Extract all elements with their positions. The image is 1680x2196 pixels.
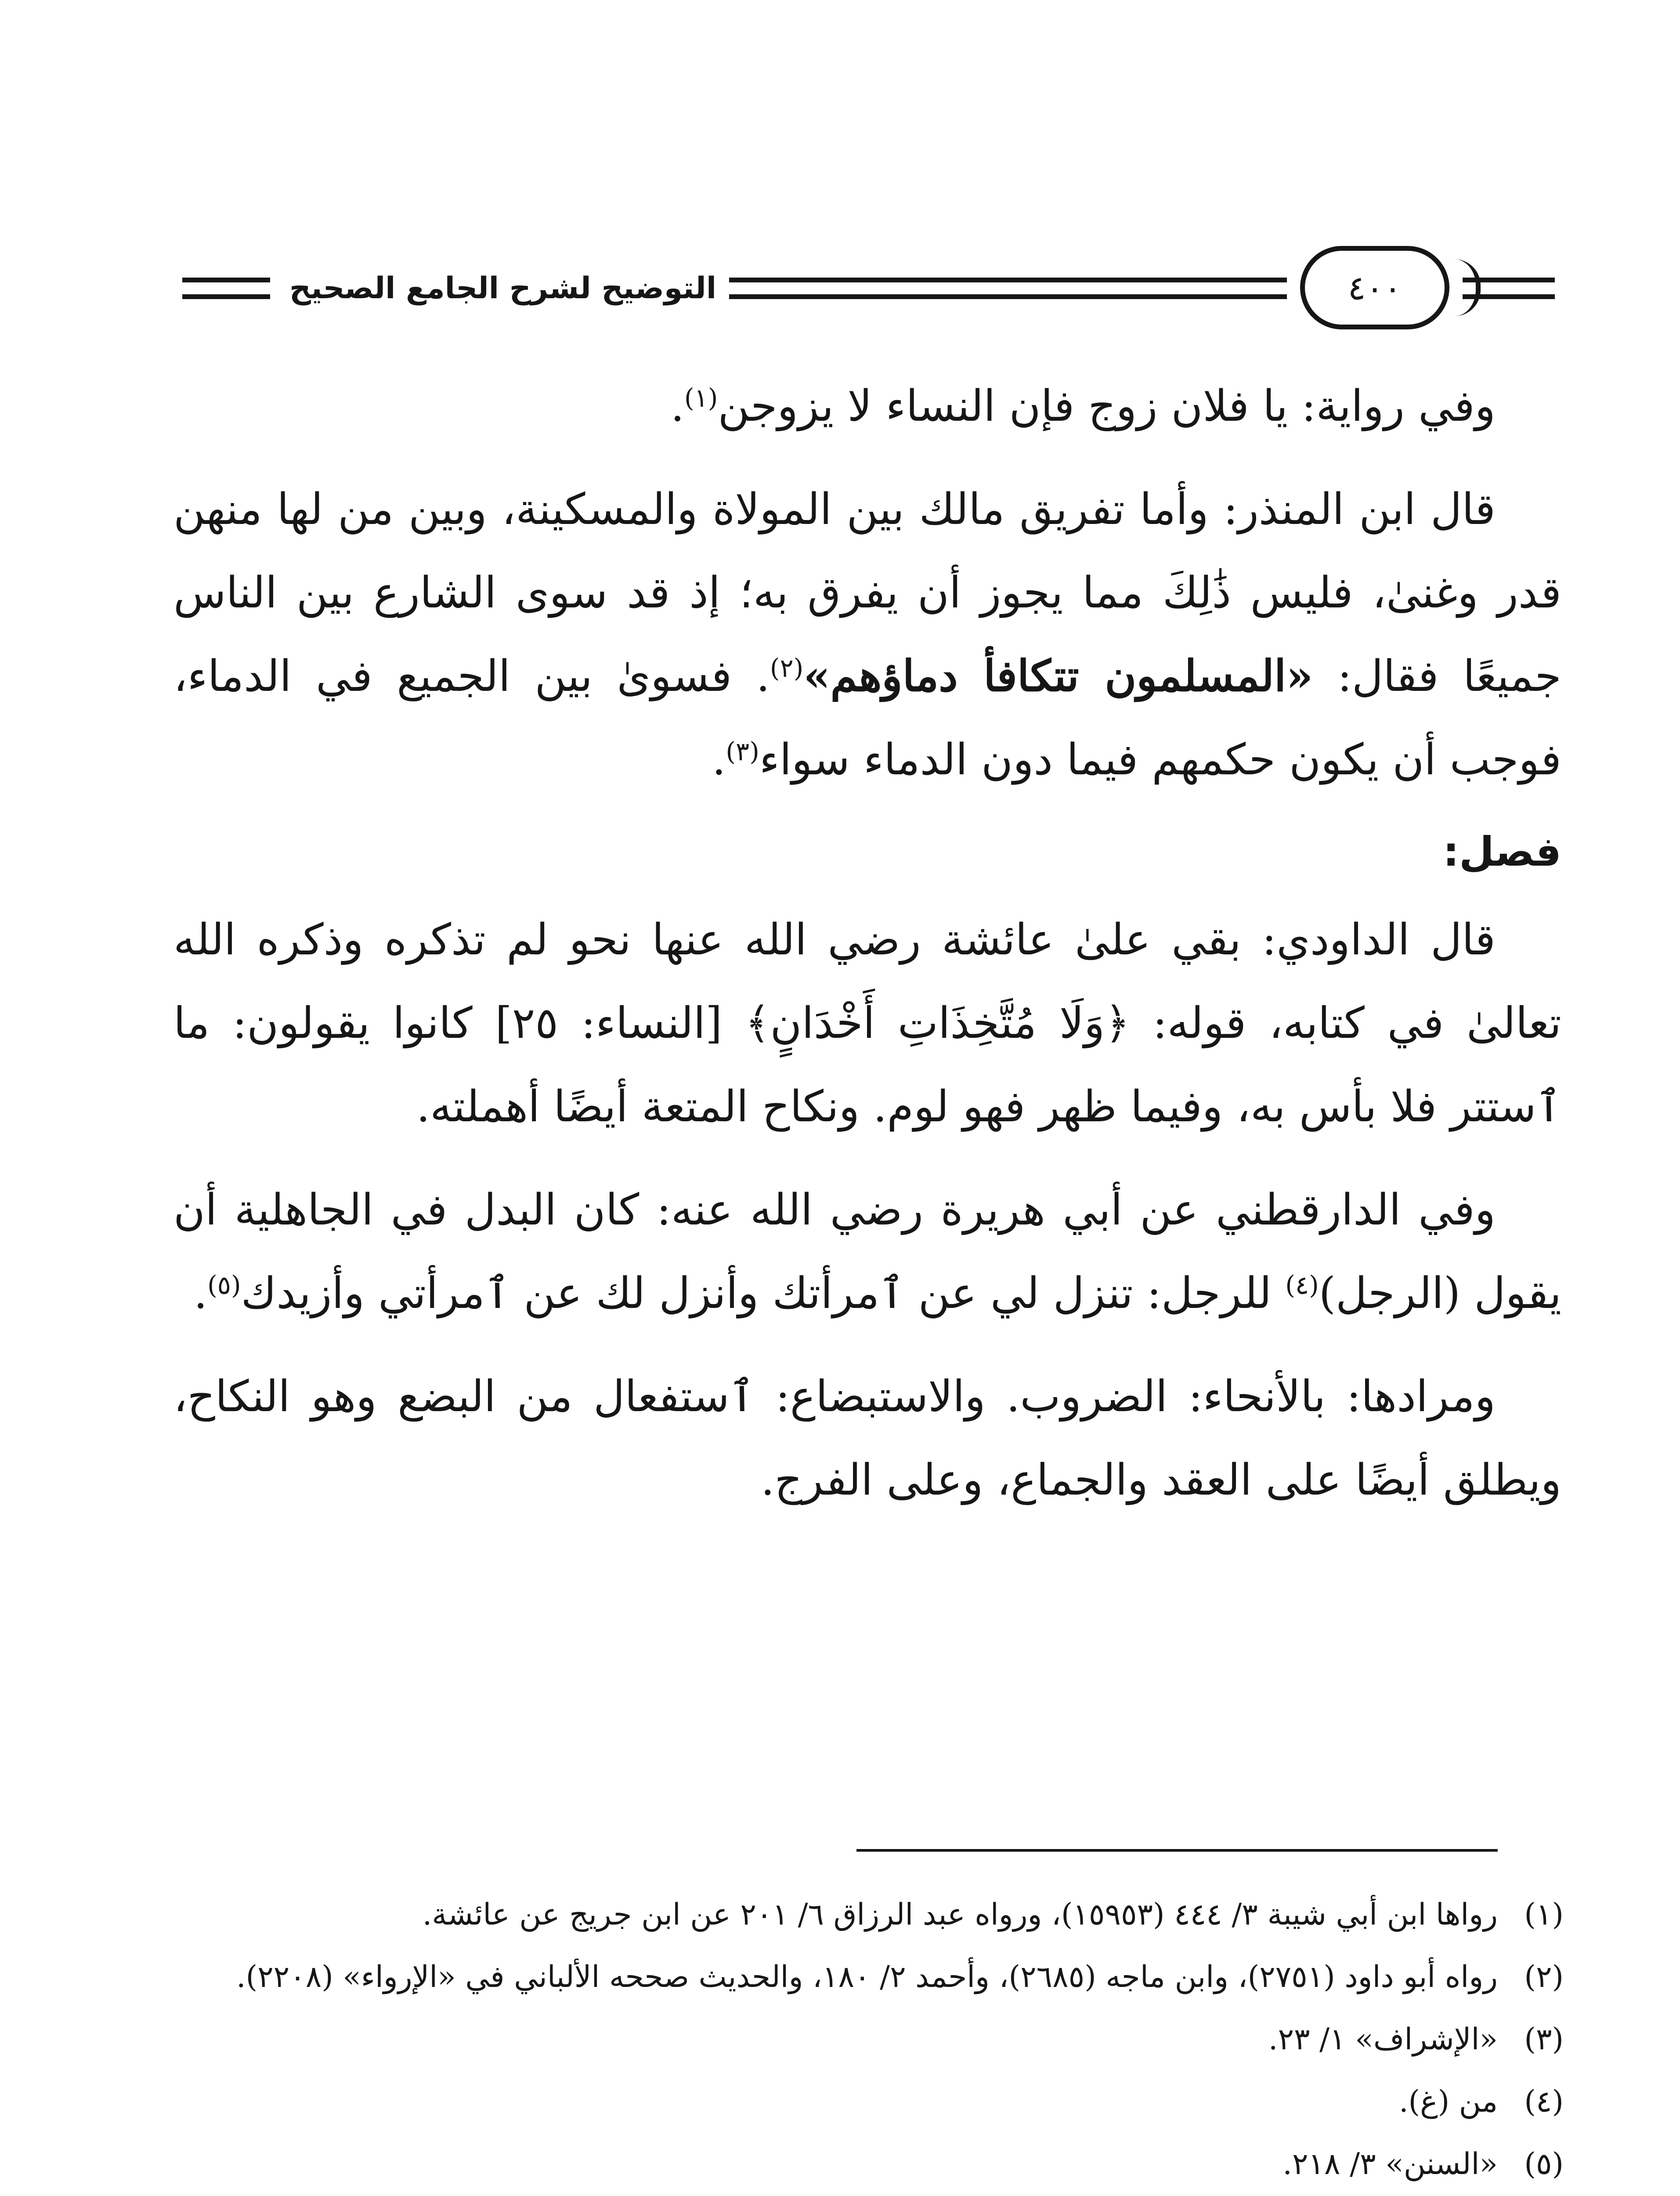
running-header	[0, 228, 1680, 360]
paragraph-text: . فسوىٰ بين الجميع في الدماء، فوجب أن يكون حكمهم فيما دون الدماء سواء	[173, 651, 1561, 785]
main-text	[173, 365, 1561, 1522]
footnote-text: «الإشراف» ١/ ٢٣.	[1268, 2022, 1498, 2057]
header-rule	[729, 278, 1287, 282]
footnotes	[180, 1889, 1564, 2196]
header-rule	[1463, 278, 1555, 282]
paragraph-text: وفي رواية: يا فلان زوج فإن النساء لا يزوجن	[718, 381, 1496, 431]
section-heading: فصل:	[1443, 828, 1561, 875]
hadith-quote: «المسلمون تتكافأ دماؤهم»	[803, 651, 1313, 701]
footnote-item	[180, 1889, 1564, 1941]
header-rule	[182, 278, 270, 282]
header-rule	[1463, 294, 1555, 299]
footnote-text: من (غ).	[1398, 2084, 1498, 2119]
footnote-ref[interactable]: (٣)	[726, 737, 759, 766]
paragraph-text: للرجل: تنزل لي عن ٱمرأتك وأنزل لك عن ٱمرأتي وأزيدك	[241, 1268, 1286, 1318]
footnote-item	[180, 1951, 1564, 2004]
page-number: ٤٠٠	[1348, 268, 1402, 307]
paragraph-text: وفي الدارقطني عن أبي هريرة رضي الله عنه: كان البدل في الجاهلية أن يقول (الرجل)	[173, 1185, 1561, 1318]
footnote-ref[interactable]: (٥)	[207, 1270, 241, 1300]
paragraph-text: ومرادها: بالأنحاء: الضروب. والاستبضاع: ٱستفعال من البضع وهو النكاح، ويطلق أيضًا على العقد والجماع، وعلى الفرج.	[173, 1372, 1561, 1505]
header-rule	[729, 294, 1287, 299]
footnote-number: (٣)	[1524, 2022, 1564, 2057]
page-number-frame	[1300, 246, 1449, 329]
paragraph	[173, 365, 1561, 448]
footnote-item	[180, 2076, 1564, 2128]
footnote-separator	[856, 1849, 1498, 1852]
paragraph-text: قال الداودي: بقي علىٰ عائشة رضي الله عنها نحو لم تذكره وذكره الله تعالىٰ في كتابه، قوله: ﴿وَلَا مُتَّخِذَاتِ أَخْدَانٍ﴾ [النساء: ٢٥] كانوا يقولون: ما ٱستتر فلا بأس به، وفيما ظهر فهو لوم. ونكاح المتعة أيضًا أهملته.	[173, 915, 1561, 1132]
footnote-number: (٢)	[1524, 1960, 1564, 1994]
page-number-ornament	[1449, 259, 1481, 316]
footnote-text: رواها ابن أبي شيبة ٣/ ٤٤٤ (١٥٩٥٣)، ورواه عبد الرزاق ٦/ ٢٠١ عن ابن جريج عن عائشة.	[422, 1897, 1498, 1932]
paragraph-text: قال ابن المنذر: وأما تفريق مالك بين المولاة والمسكينة، وبين من لها منهن قدر وغنىٰ، فليس ذَٰلِكَ مما يجوز أن يفرق به؛ إذ قد سوى الشارع بين الناس جميعًا فقال:	[173, 484, 1562, 701]
paragraph	[173, 1355, 1561, 1522]
paragraph	[173, 468, 1561, 802]
header-rule	[182, 294, 270, 299]
footnote-ref[interactable]: (١)	[684, 383, 718, 413]
punctuation: .	[712, 735, 726, 785]
footnote-ref[interactable]: (٢)	[770, 653, 804, 683]
footnote-item	[180, 2013, 1564, 2066]
footnote-item	[180, 2138, 1564, 2191]
footnote-number: (١)	[1524, 1897, 1564, 1932]
footnote-number: (٥)	[1524, 2147, 1564, 2182]
punctuation: .	[670, 381, 684, 431]
footnote-text: رواه أبو داود (٢٧٥١)، وابن ماجه (٢٦٨٥)، وأحمد ٢/ ١٨٠، والحديث صححه الألباني في «الإرواء» (٢٢٠٨).	[236, 1960, 1498, 1994]
footnote-ref[interactable]: (٤)	[1285, 1270, 1319, 1300]
footnote-number: (٤)	[1524, 2084, 1564, 2119]
footnote-text: «السنن» ٣/ ٢١٨.	[1283, 2147, 1498, 2182]
punctuation: .	[194, 1268, 208, 1318]
header-title: التوضيح لشرح الجامع الصحيح	[289, 271, 717, 306]
paragraph	[173, 898, 1561, 1149]
paragraph	[173, 1168, 1561, 1335]
